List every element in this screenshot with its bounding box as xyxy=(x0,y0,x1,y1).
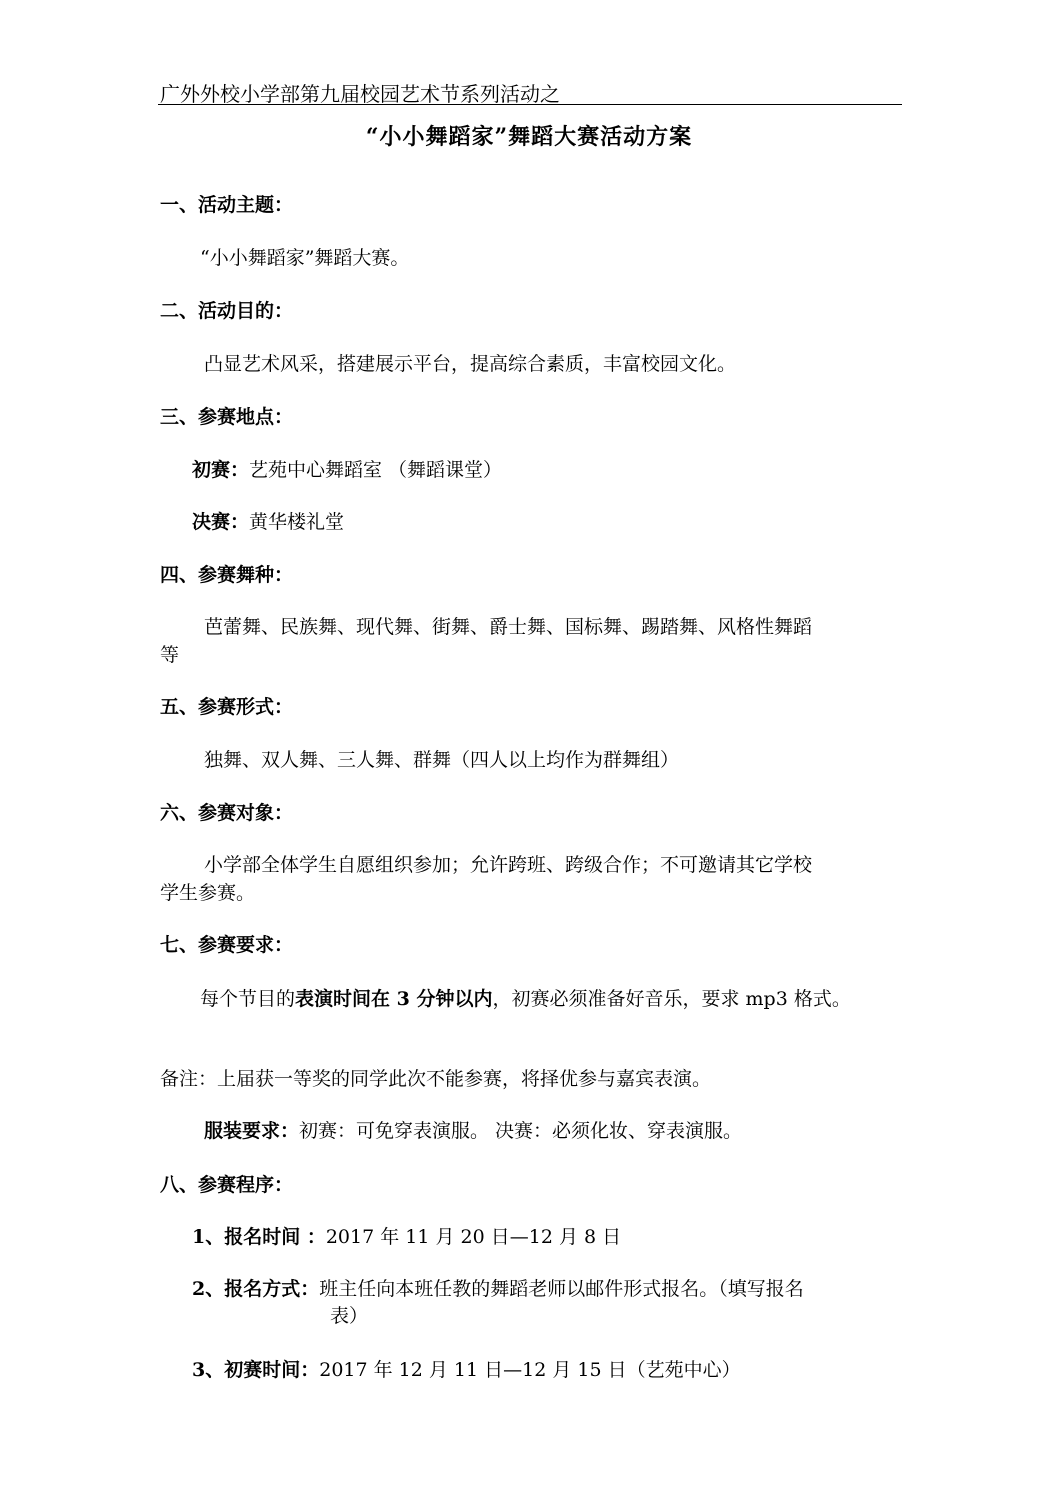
procedure-3-label: 3、初赛时间： xyxy=(192,1359,320,1381)
requirement-part2: ，初赛必须准备好音乐，要求 mp3 格式。 xyxy=(492,988,851,1010)
procedure-item-2 xyxy=(192,1274,804,1301)
requirement-text xyxy=(200,984,851,1011)
section-2-body: 凸显艺术风采，搭建展示平台，提高综合素质，丰富校园文化。 xyxy=(204,353,737,375)
costume-value: 初赛：可免穿表演服。 决赛：必须化妆、穿表演服。 xyxy=(299,1120,743,1142)
final-location xyxy=(192,507,344,534)
procedure-1-value: 2017 年 11 月 20 日—12 月 8 日 xyxy=(325,1226,622,1248)
procedure-item-3 xyxy=(192,1355,741,1382)
procedure-1-label: 1、报名时间 ： xyxy=(192,1226,326,1248)
section-5-heading: 五、参赛形式： xyxy=(160,696,294,718)
costume-requirement xyxy=(204,1116,742,1143)
section-2-heading: 二、活动目的： xyxy=(160,300,294,322)
procedure-2-value-line1: 班主任向本班任教的舞蹈老师以邮件形式报名。（填写报名 xyxy=(319,1278,804,1300)
section-3-heading: 三、参赛地点： xyxy=(160,406,294,428)
section-4-body-line1: 芭蕾舞、民族舞、现代舞、街舞、爵士舞、国标舞、踢踏舞、风格性舞蹈 xyxy=(204,616,813,638)
section-6-heading: 六、参赛对象： xyxy=(160,802,294,824)
page-header: 广外外校小学部第九届校园艺术节系列活动之 xyxy=(160,82,560,106)
procedure-3-value: 2017 年 12 月 11 日—12 月 15 日（艺苑中心） xyxy=(319,1359,741,1381)
final-label: 决赛： xyxy=(192,511,250,533)
section-4-heading: 四、参赛舞种： xyxy=(160,564,294,586)
requirement-part1: 每个节目的 xyxy=(200,988,296,1010)
section-5-body: 独舞、双人舞、三人舞、群舞（四人以上均作为群舞组） xyxy=(204,749,680,771)
section-6-body-line2: 学生参赛。 xyxy=(160,882,256,904)
procedure-item-1 xyxy=(192,1222,621,1249)
costume-label: 服装要求： xyxy=(204,1120,300,1142)
prelim-value: 艺苑中心舞蹈室 （舞蹈课堂） xyxy=(249,459,503,481)
requirement-bold: 表演时间在 3 分钟以内 xyxy=(295,988,493,1010)
section-4-body-line2: 等 xyxy=(160,644,180,666)
header-rule xyxy=(158,104,902,105)
document-title: “小小舞蹈家”舞蹈大赛活动方案 xyxy=(365,124,693,150)
remark-note: 备注：上届获一等奖的同学此次不能参赛，将择优参与嘉宾表演。 xyxy=(160,1068,712,1090)
section-8-heading: 八、参赛程序： xyxy=(160,1174,294,1196)
section-1-body: “小小舞蹈家”舞蹈大赛。 xyxy=(200,247,410,269)
prelim-location xyxy=(192,455,502,482)
section-6-body-line1: 小学部全体学生自愿组织参加；允许跨班、跨级合作；不可邀请其它学校 xyxy=(204,854,813,876)
procedure-2-value-line2: 表） xyxy=(330,1305,369,1327)
prelim-label: 初赛： xyxy=(192,459,250,481)
final-value: 黄华楼礼堂 xyxy=(249,511,345,533)
section-1-heading: 一、活动主题： xyxy=(160,194,294,216)
procedure-2-label: 2、报名方式： xyxy=(192,1278,320,1300)
section-7-heading: 七、参赛要求： xyxy=(160,934,294,956)
